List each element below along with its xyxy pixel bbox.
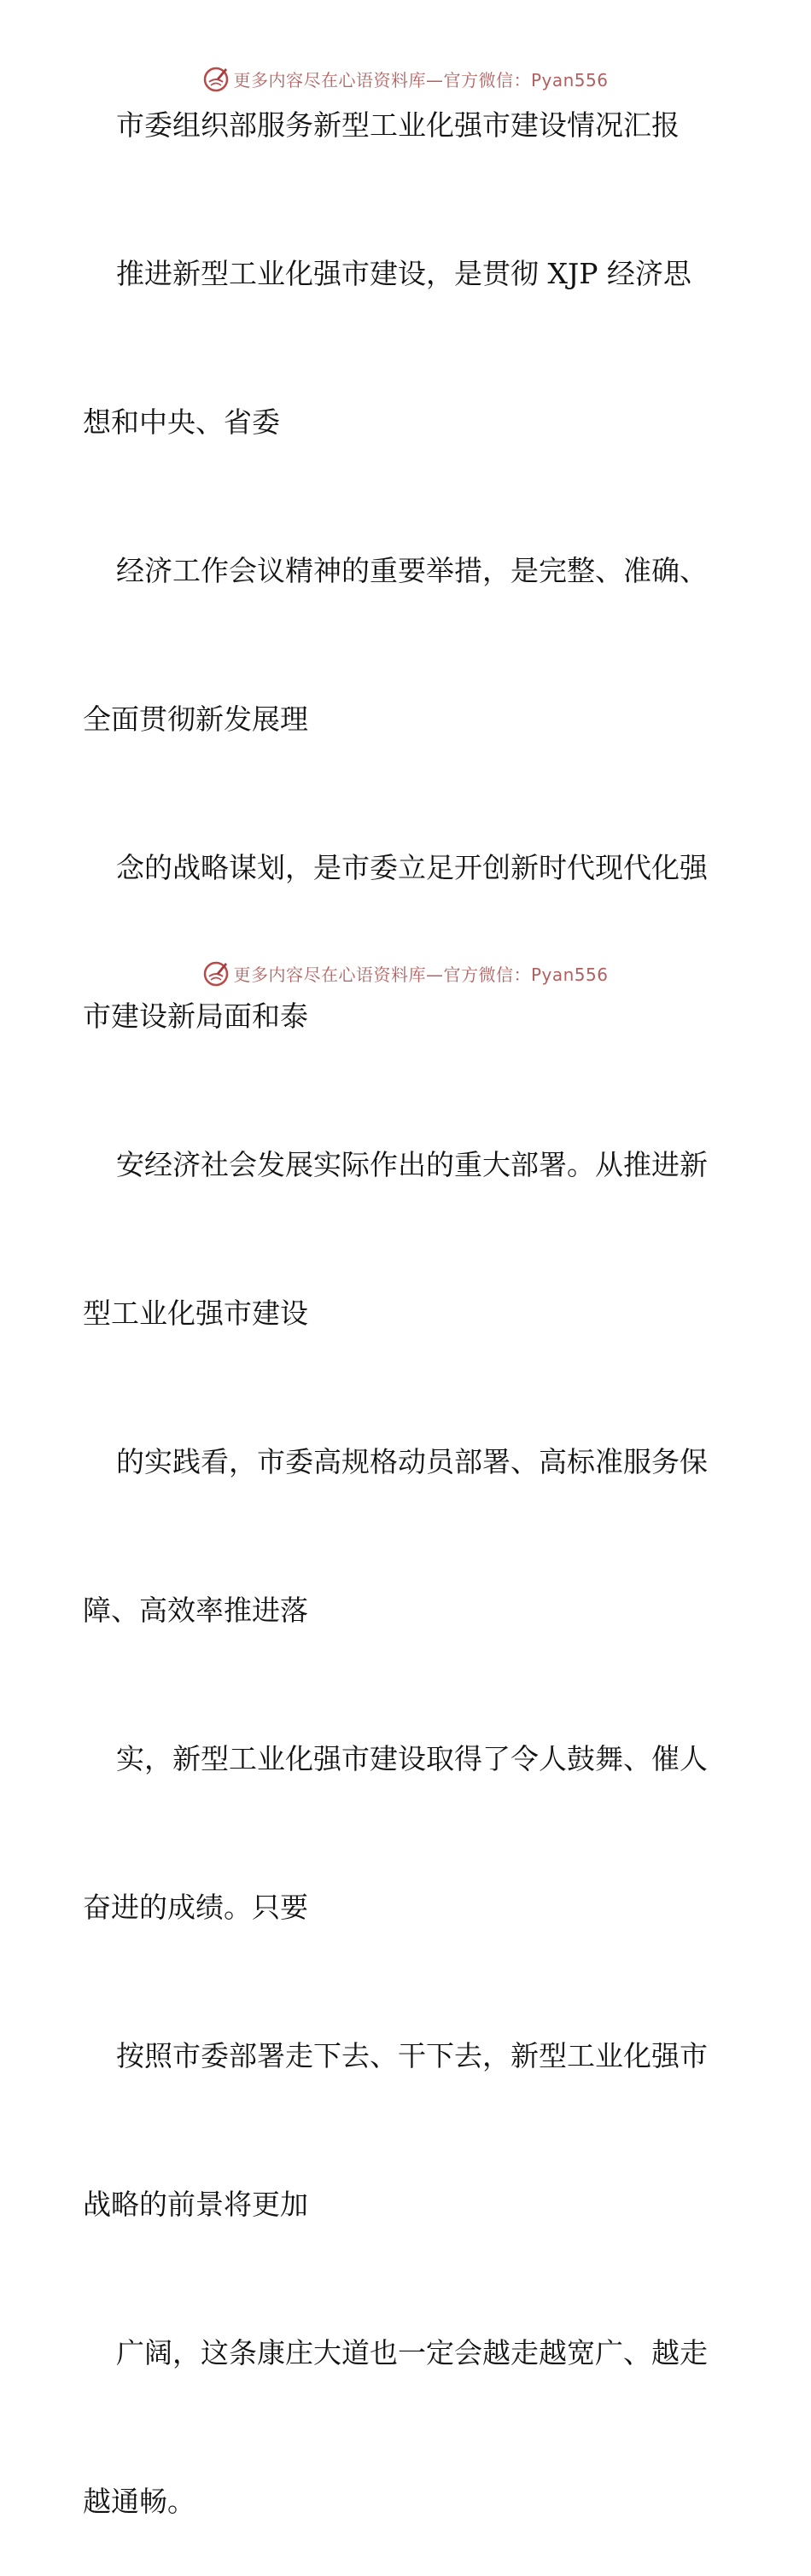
text-line: 市建设新局面和泰 bbox=[83, 1000, 308, 1033]
banner-text: 更多内容尽在心语资料库—官方微信：Pyan556 bbox=[233, 964, 609, 985]
text-line: 实，新型工业化强市建设取得了令人鼓舞、催人 bbox=[116, 1742, 708, 1775]
text-line: 推进新型工业化强市建设，是贯彻 XJP 经济思 bbox=[116, 257, 691, 290]
text-line: 安经济社会发展实际作出的重大部署。从推进新 bbox=[116, 1148, 708, 1181]
page-title: 市委组织部服务新型工业化强市建设情况汇报 bbox=[116, 108, 680, 142]
text-line: 广阔，这条康庄大道也一定会越走越宽广、越走 bbox=[116, 2336, 708, 2369]
text-line: 的实践看，市委高规格动员部署、高标准服务保 bbox=[116, 1445, 708, 1478]
book-pen-logo-icon bbox=[202, 959, 230, 987]
text-line: 战略的前景将更加 bbox=[83, 2188, 308, 2221]
text-line: 经济工作会议精神的重要举措，是完整、准确、 bbox=[116, 554, 708, 587]
header-banner bbox=[0, 61, 811, 96]
banner-text: 更多内容尽在心语资料库—官方微信：Pyan556 bbox=[233, 69, 609, 90]
text-line: 奋进的成绩。只要 bbox=[83, 1891, 308, 1924]
text-line: 按照市委部署走下去、干下去，新型工业化强市 bbox=[116, 2039, 708, 2072]
text-line: 型工业化强市建设 bbox=[83, 1297, 308, 1330]
text-line: 念的战略谋划，是市委立足开创新时代现代化强 bbox=[116, 851, 708, 884]
book-pen-logo-icon bbox=[202, 65, 230, 92]
text-line: 想和中央、省委 bbox=[83, 405, 280, 439]
text-line: 障、高效率推进落 bbox=[83, 1594, 308, 1627]
text-line: 越通畅。 bbox=[83, 2485, 195, 2518]
body-paragraph bbox=[0, 150, 708, 2576]
footer-banner bbox=[0, 956, 811, 990]
text-line: 全面贯彻新发展理 bbox=[83, 702, 308, 736]
